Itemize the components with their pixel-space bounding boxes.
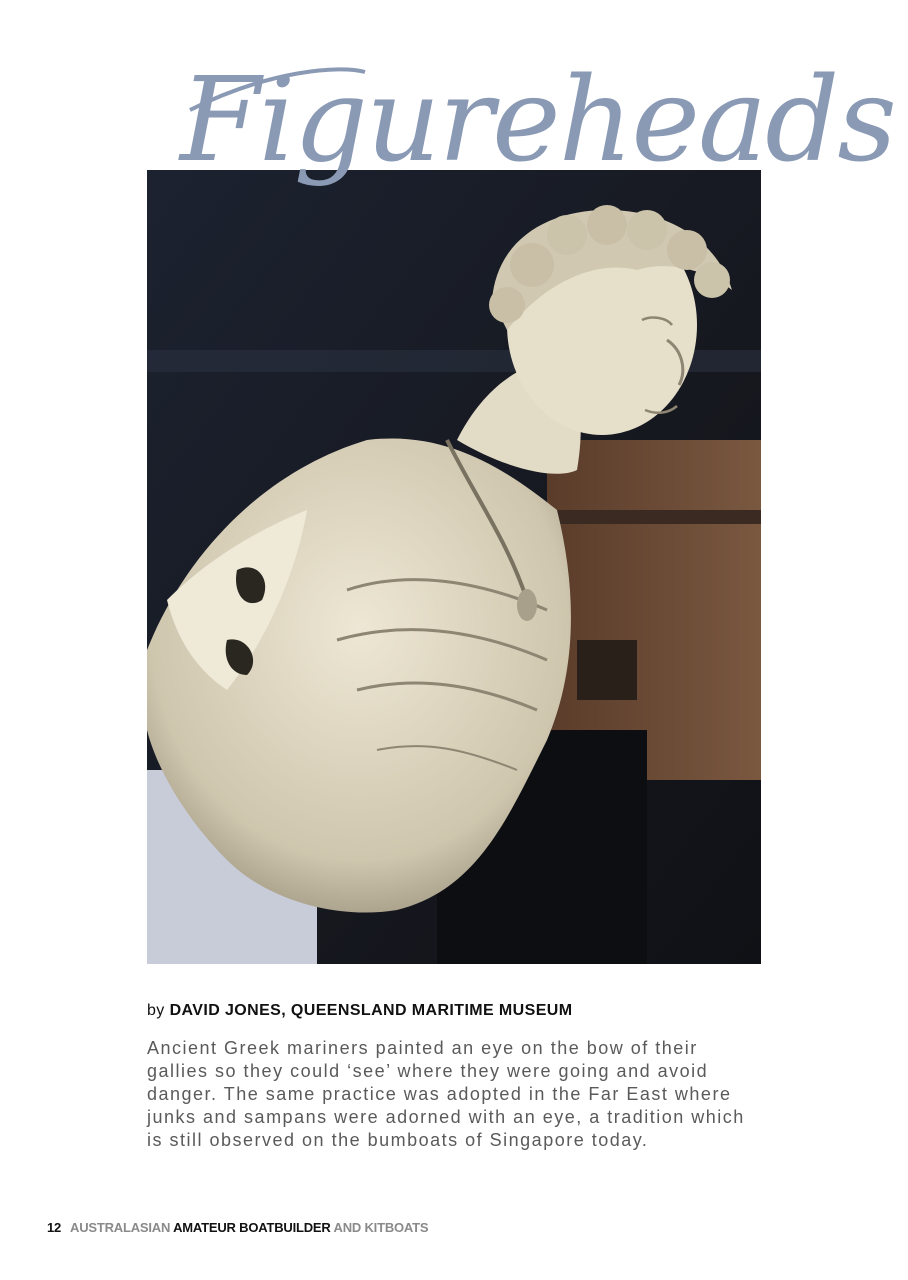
page-footer — [47, 1220, 428, 1235]
footer-publication-name: AMATEUR BOATBUILDER — [173, 1220, 331, 1235]
intro-line: danger. The same practice was adopted in the Far East where — [147, 1084, 732, 1104]
title-text: Figureheads — [180, 53, 895, 188]
article-title — [150, 50, 895, 230]
intro-paragraph — [147, 1037, 767, 1152]
footer-publication-prefix: AUSTRALASIAN — [70, 1220, 171, 1235]
page-number: 12 — [47, 1220, 62, 1235]
figurehead-photo — [147, 170, 761, 964]
byline — [147, 1002, 572, 1020]
byline-prefix: by — [147, 1002, 165, 1019]
byline-author: DAVID JONES, QUEENSLAND MARITIME MUSEUM — [169, 1002, 573, 1019]
figurehead-image — [147, 170, 761, 964]
footer-publication-suffix: AND KITBOATS — [333, 1220, 429, 1235]
intro-line: is still observed on the bumboats of Singapore today. — [147, 1130, 649, 1150]
title-script — [150, 50, 895, 230]
intro-line: gallies so they could ‘see’ where they were going and avoid — [147, 1061, 709, 1081]
intro-line: Ancient Greek mariners painted an eye on the bow of their — [147, 1038, 698, 1058]
intro-line: junks and sampans were adorned with an eye, a tradition which — [147, 1107, 745, 1127]
